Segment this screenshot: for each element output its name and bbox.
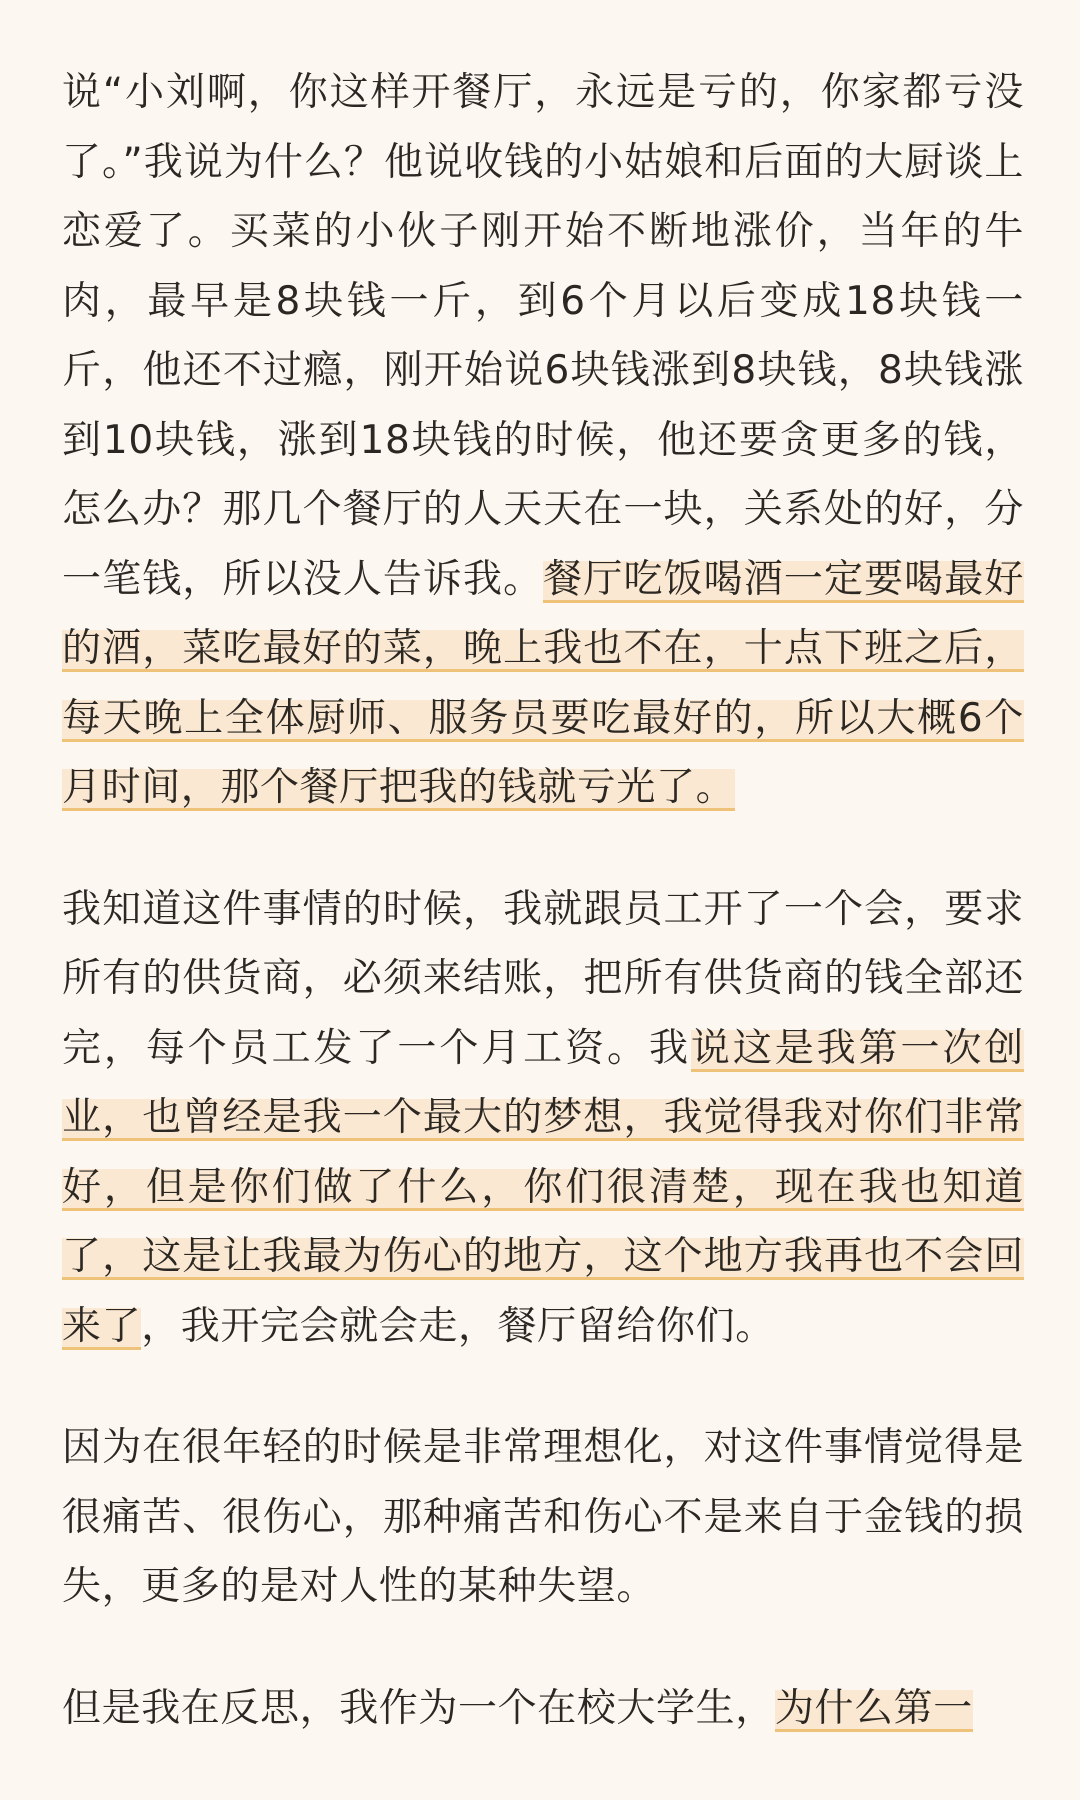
article-body — [62, 58, 1024, 1795]
text-segment: 我知道这件事情的时候，我就跟员工开了一个会，要求所有的供货商，必须来结账，把所有供货商的钱全部还完，每个员工发了一个月工资。我 — [62, 886, 1024, 1071]
highlighted-text: 说这是我第一次创业，也曾经是我一个最大的梦想，我觉得我对你们非常好，但是你们做了什么，你们很清楚，现在我也知道了，这是让我最为伤心的地方，这个地方我再也不会回来了 — [62, 1026, 1024, 1353]
paragraph-2 — [62, 875, 1024, 1362]
highlighted-text: 为什么第一 — [775, 1686, 973, 1735]
highlighted-text: 餐厅吃饭喝酒一定要喝最好的酒，菜吃最好的菜，晚上我也不在，十点下班之后，每天晚上全体厨师、服务员要吃最好的，所以大概6个月时间，那个餐厅把我的钱就亏光了。 — [62, 557, 1024, 815]
text-segment: ，我开完会就会走，餐厅留给你们。 — [141, 1303, 775, 1349]
paragraph-4 — [62, 1674, 1024, 1744]
text-segment: 但是我在反思，我作为一个在校大学生， — [62, 1685, 775, 1731]
paragraph-3 — [62, 1413, 1024, 1622]
text-segment: 说“小刘啊，你这样开餐厅，永远是亏的，你家都亏没了。”我说为什么？他说收钱的小姑娘和后面的大厨谈上恋爱了。买菜的小伙子刚开始不断地涨价，当年的牛肉，最早是8块钱一斤，到6个月以后变成18块钱一斤，他还不过瘾，刚开始说6块钱涨到8块钱，8块钱涨到10块钱，涨到18块钱的时候，他还要贪更多的钱，怎么办？那几个餐厅的人天天在一块，关系处的好，分一笔钱，所以没人告诉我。 — [62, 70, 1024, 602]
paragraph-1 — [62, 58, 1024, 823]
text-segment: 因为在很年轻的时候是非常理想化，对这件事情觉得是很痛苦、很伤心，那种痛苦和伤心不是来自于金钱的损失，更多的是对人性的某种失望。 — [62, 1425, 1024, 1609]
